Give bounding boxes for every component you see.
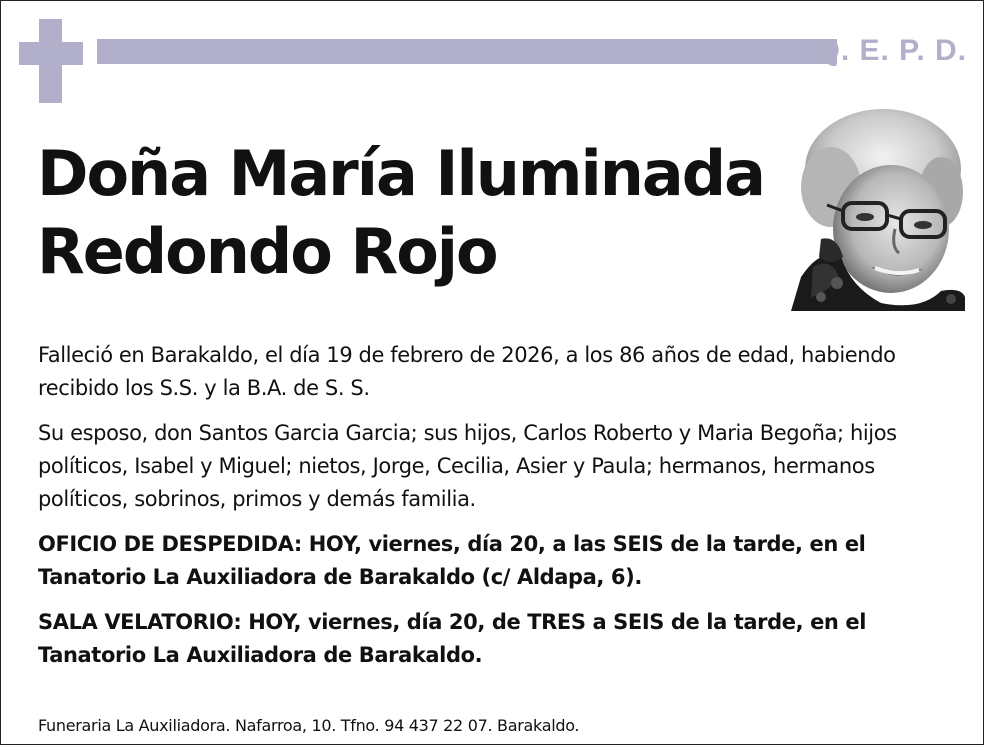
funeral-home-footer: Funeraria La Auxiliadora. Nafarroa, 10. Tfno. 94 437 22 07. Barakaldo. [38,716,580,735]
qepd-label: Q. E. P. D. [816,34,967,67]
deceased-name [37,135,777,291]
family-paragraph: Su esposo, don Santos Garcia Garcia; sus hijos, Carlos Roberto y Maria Begoña; hijos políticos, Isabel y Miguel; nietos, Jorge, Cecilia, Asier y Paula; hermanos, hermanos políticos, sobrinos, primos y demás familia. [38,421,897,511]
portrait-photo [791,107,965,311]
header-bar [97,39,837,64]
latin-cross-icon [19,19,83,103]
deceased-name-line2: Redondo Rojo [37,215,497,288]
death-notice-paragraph: Falleció en Barakaldo, el día 19 de febrero de 2026, a los 86 años de edad, habiendo recibido los S.S. y la B.A. de S. S. [38,343,896,400]
obituary-body [38,339,953,684]
deceased-name-line1: Doña María Iluminada [37,137,764,210]
farewell-service-paragraph: OFICIO DE DESPEDIDA: HOY, viernes, día 20, a las SEIS de la tarde, en el Tanatorio La Auxiliadora de Barakaldo (c/ Aldapa, 6). [38,532,866,589]
wake-room-paragraph: SALA VELATORIO: HOY, viernes, día 20, de TRES a SEIS de la tarde, en el Tanatorio La Auxiliadora de Barakaldo. [38,610,867,667]
